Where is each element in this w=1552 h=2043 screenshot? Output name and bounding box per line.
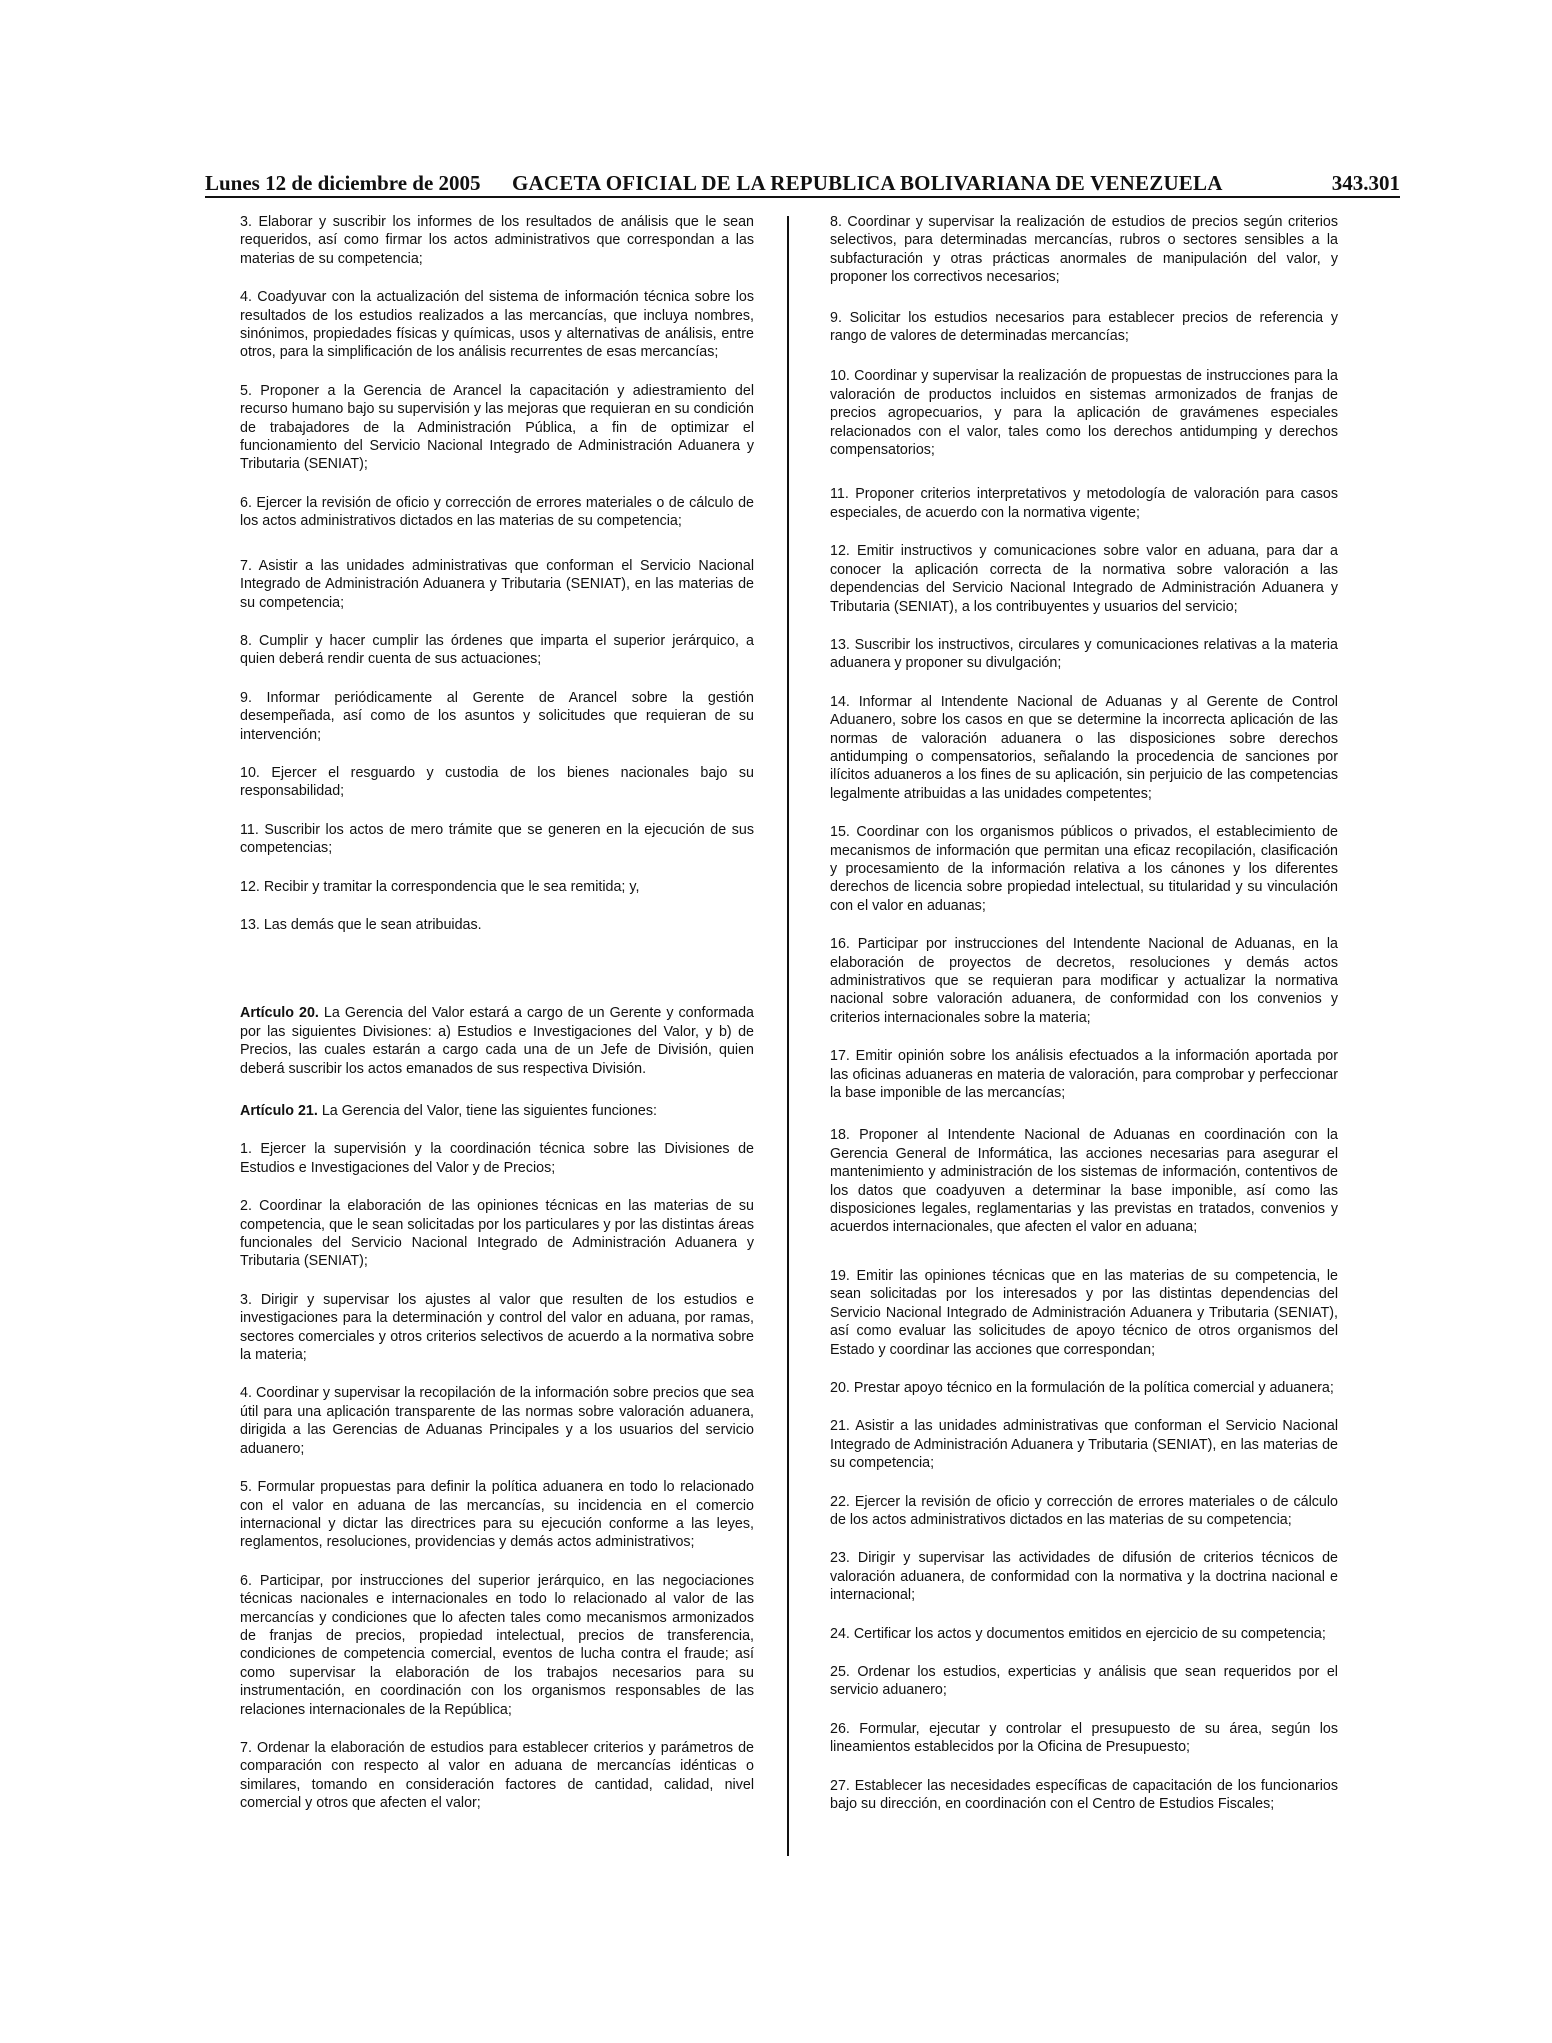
- article-21-text: La Gerencia del Valor, tiene las siguientes funciones:: [317, 1103, 657, 1119]
- function-16: 16. Participar por instrucciones del Intendente Nacional de Aduanas, en la elaboración de proyectos de decretos, resoluciones y demás actos administrativos que se requieran para modificar y actualizar la normativa nacional sobre valoración aduanera, de conformidad con los convenios y criterios internacionales sobre la materia;: [830, 936, 1338, 1026]
- paragraph-9: 9. Informar periódicamente al Gerente de Arancel sobre la gestión desempeñada, así como de los asuntos y solicitudes que requieran de su intervención;: [240, 689, 754, 743]
- header-rule: [205, 196, 1400, 198]
- paragraph-10: 10. Ejercer el resguardo y custodia de los bienes nacionales bajo su responsabilidad;: [240, 764, 754, 800]
- function-3: 3. Dirigir y supervisar los ajustes al valor que resulten de los estudios e investigaciones para la determinación y control del valor en aduana, por ramas, sectores comerciales y otros criterios selectivos de acuerdo a la normativa sobre la materia;: [240, 1291, 754, 1364]
- article-20-text: La Gerencia del Valor estará a cargo de un Gerente y conformada por las siguientes Divisiones: a) Estudios e Investigaciones del Valor, y b) de Precios, las cuales estarán a cargo cada una de un Jefe de División, quien deberá suscribir los actos emanados de sus respectiva División.: [240, 1005, 754, 1077]
- function-23: 23. Dirigir y supervisar las actividades de difusión de criterios técnicos de valoración aduanera, de conformidad con la normativa y la doctrina nacional e internacional;: [830, 1550, 1338, 1604]
- paragraph-4: 4. Coadyuvar con la actualización del sistema de información técnica sobre los resultados de los estudios realizados a las mercancías, que incluya nombres, sinónimos, propiedades físicas y químicas, usos y alternativas de análisis, entre otros, para la simplificación de los análisis recurrentes de esas mercancías;: [240, 289, 754, 361]
- function-17: 17. Emitir opinión sobre los análisis efectuados a la información aportada por las oficinas aduaneras en materia de valoración, para comprobar y perfeccionar la base imponible de las mercancías;: [830, 1048, 1338, 1102]
- function-18: 18. Proponer al Intendente Nacional de Aduanas en coordinación con la Gerencia General de Informática, las acciones necesarias para asegurar el mantenimiento y administración de los sistemas de información, contentivos de los datos que coadyuven a determinar la base imponible, así como las disposiciones legales, reglamentarias y las previstas en tratados, convenios y acuerdos internacionales, que afecten el valor en aduana;: [830, 1127, 1338, 1236]
- gazette-title: GACETA OFICIAL DE LA REPUBLICA BOLIVARIANA DE VENEZUELA: [512, 171, 1223, 195]
- function-1: 1. Ejercer la supervisión y la coordinación técnica sobre las Divisiones de Estudios e Investigaciones del Valor y de Precios;: [240, 1141, 754, 1176]
- function-27: 27. Establecer las necesidades específicas de capacitación de los funcionarios bajo su dirección, en coordinación con el Centro de Estudios Fiscales;: [830, 1777, 1338, 1812]
- function-4: 4. Coordinar y supervisar la recopilación de la información sobre precios que sea útil para una aplicación transparente de las normas sobre valoración aduanera, dirigida a las Gerencias de Aduanas Principales y a los usuarios del servicio aduanero;: [240, 1385, 754, 1457]
- function-19: 19. Emitir las opiniones técnicas que en las materias de su competencia, le sean solicitadas por los interesados y por las distintas dependencias del Servicio Nacional Integrado de Administración Aduanera y Tributaria (SENIAT), así como evaluar las solicitudes de apoyo técnico de otros organismos del Estado y coordinar las acciones que correspondan;: [830, 1267, 1338, 1358]
- column-divider: [787, 216, 789, 1856]
- page-number: 343.301: [1331, 171, 1400, 195]
- issue-date: Lunes 12 de diciembre de 2005: [205, 171, 481, 195]
- function-7: 7. Ordenar la elaboración de estudios para establecer criterios y parámetros de comparación con respecto al valor en aduana de mercancías idénticas o similares, tomando en consideración factores de cantidad, calidad, nivel comercial y otros que afecten el valor;: [240, 1739, 754, 1812]
- function-9: 9. Solicitar los estudios necesarios para establecer precios de referencia y rango de valores de determinadas mercancías;: [830, 309, 1338, 345]
- article-21-title: Artículo 21.: [240, 1103, 318, 1119]
- function-10: 10. Coordinar y supervisar la realización de propuestas de instrucciones para la valoración de productos incluidos en sistemas armonizados de franjas de precios agropecuarios, y para la aplicación de gravámenes especiales relacionados con el valor, tales como los derechos antidumping y derechos compensatorios;: [830, 368, 1338, 459]
- paragraph-12: 12. Recibir y tramitar la correspondencia que le sea remitida; y,: [240, 878, 640, 895]
- function-24: 24. Certificar los actos y documentos emitidos en ejercicio de su competencia;: [830, 1625, 1326, 1642]
- function-20: 20. Prestar apoyo técnico en la formulación de la política comercial y aduanera;: [830, 1379, 1334, 1396]
- function-21: 21. Asistir a las unidades administrativas que conforman el Servicio Nacional Integrado de Administración Aduanera y Tributaria (SENIAT), en las materias de su competencia;: [830, 1418, 1338, 1472]
- function-12: 12. Emitir instructivos y comunicaciones sobre valor en aduana, para dar a conocer la aplicación correcta de la normativa sobre valoración a las dependencias del Servicio Nacional Integrado de Administración Aduanera y Tributaria (SENIAT), a los contribuyentes y usuarios del servicio;: [830, 543, 1338, 615]
- paragraph-7: 7. Asistir a las unidades administrativas que conforman el Servicio Nacional Integrado de Administración Aduanera y Tributaria (SENIAT), en las materias de su competencia;: [240, 557, 754, 611]
- right-column: [830, 213, 1338, 1813]
- function-25: 25. Ordenar los estudios, experticias y análisis que sean requeridos por el servicio aduanero;: [830, 1663, 1338, 1699]
- article-20: [240, 1004, 754, 1078]
- function-11: 11. Proponer criterios interpretativos y metodología de valoración para casos especiales, de acuerdo con la normativa vigente;: [830, 486, 1338, 521]
- function-15: 15. Coordinar con los organismos públicos o privados, el establecimiento de mecanismos de información que permitan una eficaz recopilación, clasificación y procesamiento de la información relativa a los cánones y los diferentes derechos de licencia sobre propiedad intelectual, su titularidad y su vinculación con el valor en aduanas;: [830, 824, 1338, 914]
- gazette-header: [205, 171, 1400, 199]
- paragraph-13: 13. Las demás que le sean atribuidas.: [240, 916, 482, 933]
- function-2: 2. Coordinar la elaboración de las opiniones técnicas en las materias de su competencia, que le sean solicitadas por los particulares y por las distintas áreas funcionales del Servicio Nacional Integrado de Administración Aduanera y Tributaria (SENIAT);: [240, 1198, 754, 1270]
- function-6: 6. Participar, por instrucciones del superior jerárquico, en las negociaciones técnicas nacionales e internacionales en todo lo relacionado al valor de las mercancías y condiciones que lo afecten tales como mecanismos armonizados de franjas de precios, propiedad intelectual, precios de transferencia, condiciones de competencia comercial, eventos de lucha contra el fraude; así como supervisar la elaboración de los trabajos necesarios para su instrumentación, en coordinación con los organismos responsables de las relaciones internacionales de la República;: [240, 1572, 754, 1718]
- function-5: 5. Formular propuestas para definir la política aduanera en todo lo relacionado con el valor en aduana de las mercancías, su incidencia en el comercio internacional y dictar las directrices para su ejecución conforme a las leyes, reglamentos, resoluciones, providencias y demás actos administrativos;: [240, 1479, 754, 1551]
- paragraph-11: 11. Suscribir los actos de mero trámite que se generen en la ejecución de sus competencias;: [240, 821, 754, 857]
- paragraph-5: 5. Proponer a la Gerencia de Arancel la capacitación y adiestramiento del recurso humano bajo su supervisión y las mejoras que requieran en su condición de trabajadores de la Administración Pública, a fin de optimizar el funcionamiento del Servicio Nacional Integrado de Administración Aduanera y Tributaria (SENIAT);: [240, 382, 754, 473]
- paragraph-6: 6. Ejercer la revisión de oficio y corrección de errores materiales o de cálculo de los actos administrativos dictados en las materias de su competencia;: [240, 494, 754, 530]
- function-8: 8. Coordinar y supervisar la realización de estudios de precios según criterios selectivos, para determinadas mercancías, rubros o sectores sensibles a la subfacturación y otras prácticas anormales de manipulación del valor, y proponer los correctivos necesarios;: [830, 214, 1338, 286]
- left-column: [240, 213, 754, 1813]
- function-26: 26. Formular, ejecutar y controlar el presupuesto de su área, según los lineamientos establecidos por la Oficina de Presupuesto;: [830, 1720, 1338, 1756]
- article-21: [240, 1102, 754, 1120]
- function-14: 14. Informar al Intendente Nacional de Aduanas y al Gerente de Control Aduanero, sobre los casos en que se determine la incorrecta aplicación de las normas de valoración aduanera o las disposiciones sobre derechos antidumping o compensatorios, señalando la procedencia de sanciones por ilícitos aduaneros a los fines de su aplicación, sin perjuicio de las competencias legalmente atribuidas a las unidades competentes;: [830, 693, 1338, 802]
- article-20-title: Artículo 20.: [240, 1005, 319, 1022]
- paragraph-3: 3. Elaborar y suscribir los informes de los resultados de análisis que le sean requeridos, así como firmar los actos administrativos que correspondan a las materias de su competencia;: [240, 214, 754, 267]
- function-13: 13. Suscribir los instructivos, circulares y comunicaciones relativas a la materia aduanera y proponer su divulgación;: [830, 636, 1338, 672]
- paragraph-8: 8. Cumplir y hacer cumplir las órdenes que imparta el superior jerárquico, a quien deberá rendir cuenta de sus actuaciones;: [240, 632, 754, 668]
- function-22: 22. Ejercer la revisión de oficio y corrección de errores materiales o de cálculo de los actos administrativos dictados en las materias de su competencia;: [830, 1493, 1338, 1528]
